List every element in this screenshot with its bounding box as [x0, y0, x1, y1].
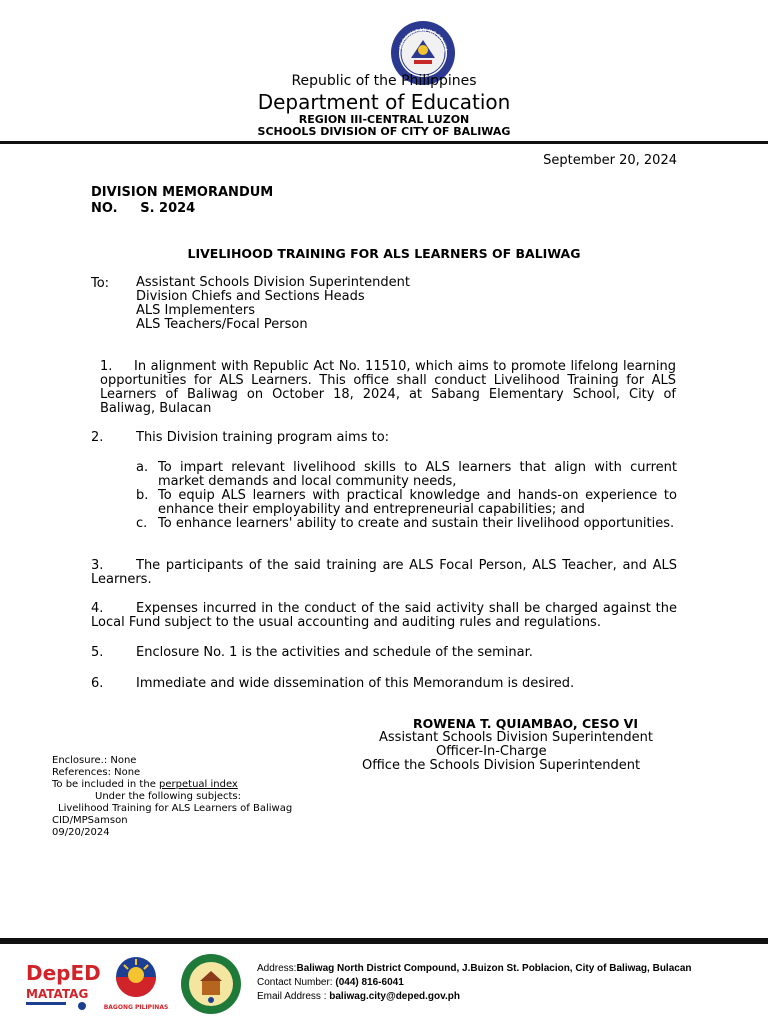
- item-text: To enhance learners' ability to create and sustain their livelihood opportunities.: [158, 516, 675, 531]
- department-name: Department of Education: [257, 90, 511, 114]
- paragraph-number: 1.: [100, 359, 113, 374]
- subjects-line: Under the following subjects:: [95, 791, 241, 802]
- recipient-item: Division Chiefs and Sections Heads: [136, 289, 365, 304]
- paragraph-text: This Division training program aims to:: [136, 430, 390, 445]
- paragraph-number: 4.: [91, 601, 104, 616]
- deped-matatag-logo: [24, 956, 101, 1012]
- objective-item: [136, 461, 677, 489]
- index-prefix: To be included in the: [52, 779, 160, 790]
- email-value[interactable]: baliwag.city@deped.gov.ph: [329, 991, 460, 1002]
- footer-address: [257, 962, 692, 976]
- footer-phone: [257, 976, 692, 990]
- division-line: SCHOOLS DIVISION OF CITY OF BALIWAG: [257, 125, 511, 138]
- paragraph-number: 5.: [91, 645, 104, 660]
- recipient-item: Assistant Schools Division Superintendent: [136, 275, 410, 290]
- signatory-title: Officer-In-Charge: [436, 744, 547, 759]
- seal-text: KAGAWARAN NG EDUKA: [398, 27, 448, 53]
- republic-line: Republic of the Philippines: [291, 73, 477, 89]
- item-letter: c.: [136, 516, 148, 531]
- objective-item: [136, 517, 677, 531]
- paragraph-4: [91, 602, 677, 630]
- paragraph-3: [91, 559, 677, 587]
- item-text: To impart relevant livelihood skills to ALS learners that align with current market demands and local community needs,: [158, 460, 677, 489]
- subject-line: Livelihood Training for ALS Learners of Baliwag: [58, 803, 293, 814]
- item-text: To equip ALS learners with practical knowledge and hands-on experience to enhance their employability and entrepreneurial capabilities; and: [158, 488, 677, 517]
- recipient-item: ALS Implementers: [136, 303, 255, 318]
- paragraph-2: [91, 431, 677, 445]
- paragraph-text: Immediate and wide dissemination of this Memorandum is desired.: [136, 676, 575, 691]
- footer-rule: [0, 938, 768, 944]
- contact-label: Contact Number:: [257, 977, 336, 988]
- references-line: References: None: [52, 767, 141, 778]
- matatag-text: MATATAG: [26, 987, 89, 1001]
- objective-item: [136, 489, 677, 517]
- enclosure-line: Enclosure.: None: [52, 755, 137, 766]
- deped-logo-text: DepED: [26, 961, 101, 985]
- sdo-baliwag-logo: [180, 953, 242, 1015]
- bagong-text: BAGONG PILIPINAS: [103, 1004, 169, 1011]
- footer-contact: [257, 962, 692, 1004]
- enclosure-notes: [52, 755, 292, 839]
- signatory-office: Office the Schools Division Superintendent: [362, 758, 641, 773]
- paragraph-number: 3.: [91, 558, 104, 573]
- paragraph-text: In alignment with Republic Act No. 11510, which aims to promote lifelong learning opportunities for ALS Learners. This office shall conduct Livelihood Training for ALS Learners of Baliwag on October 18, 2024, at Sabang Elementary School, City of Baliwag, Bulacan: [100, 359, 676, 416]
- email-label: Email Address :: [257, 991, 330, 1002]
- paragraph-6: [91, 677, 677, 691]
- paragraph-1: [100, 360, 676, 416]
- address-label: Address:: [257, 963, 297, 974]
- address-value: Baliwag North District Compound, J.Buizon St. Poblacion, City of Baliwag, Bulacan: [296, 963, 692, 974]
- memo-number: NO. S. 2024: [91, 201, 196, 216]
- perpetual-index-link: perpetual index: [159, 779, 238, 790]
- region-line: REGION III-CENTRAL LUZON: [298, 113, 470, 126]
- memo-type: DIVISION MEMORANDUM: [91, 185, 274, 200]
- to-label: To:: [91, 276, 110, 291]
- perpetual-index-line: [52, 779, 292, 791]
- memo-date: September 20, 2024: [543, 153, 677, 168]
- paragraph-text: The participants of the said training are ALS Focal Person, ALS Teacher, and ALS Learners.: [91, 558, 677, 587]
- paragraph-text: Enclosure No. 1 is the activities and schedule of the seminar.: [136, 645, 533, 660]
- signatory-title: Assistant Schools Division Superintendent: [379, 730, 653, 745]
- initials-line: CID/MPSamson: [52, 815, 128, 826]
- header-rule: [0, 141, 768, 144]
- paragraph-number: 6.: [91, 676, 104, 691]
- memo-heading: [91, 185, 273, 217]
- footer-email: [257, 990, 692, 1004]
- encl-date-line: 09/20/2024: [52, 827, 110, 838]
- recipient-list: [136, 276, 410, 332]
- item-letter: a.: [136, 460, 149, 475]
- paragraph-number: 2.: [91, 430, 104, 445]
- item-letter: b.: [136, 488, 149, 503]
- contact-value: (044) 816-6041: [335, 977, 404, 988]
- signatory-name: ROWENA T. QUIAMBAO, CESO VI: [413, 716, 639, 731]
- recipient-item: ALS Teachers/Focal Person: [136, 317, 308, 332]
- memo-title: LIVELIHOOD TRAINING FOR ALS LEARNERS OF BALIWAG: [187, 246, 581, 261]
- bagong-pilipinas-logo: [104, 953, 168, 1013]
- paragraph-text: Expenses incurred in the conduct of the said activity shall be charged against the Local Fund subject to the usual accounting and auditing rules and regulations.: [91, 601, 677, 630]
- paragraph-5: [91, 646, 677, 660]
